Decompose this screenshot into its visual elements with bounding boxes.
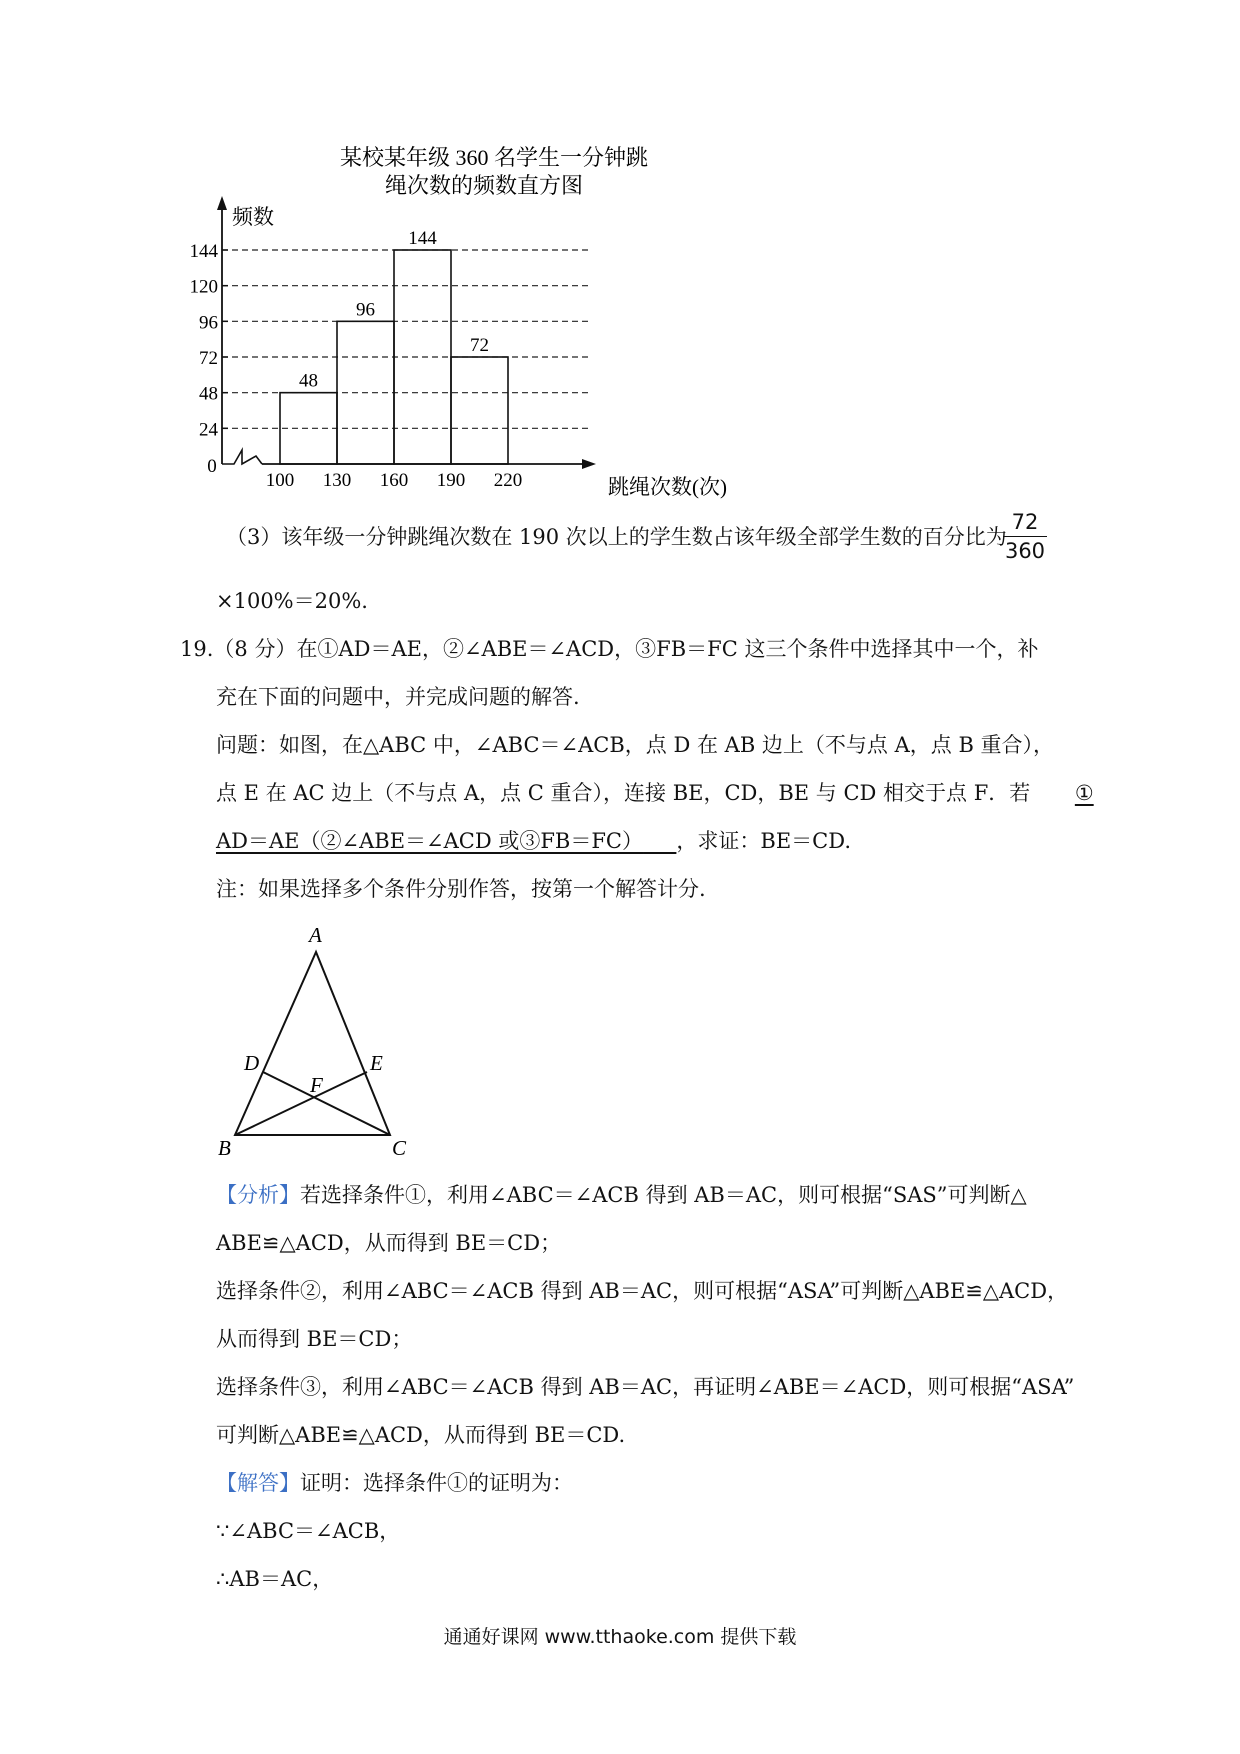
label-c: C bbox=[392, 1136, 407, 1160]
chart-xlabel: 跳绳次数(次) bbox=[608, 475, 727, 499]
bar-value-label-160-190: 144 bbox=[408, 228, 437, 249]
answer-line1-text: 证明：选择条件①的证明为： bbox=[300, 1471, 573, 1495]
q19-line3: 问题：如图，在△ABC 中，∠ABC＝∠ACB，点 D 在 AB 边上（不与点 A，点 B 重合）， bbox=[216, 733, 1055, 757]
chart-ylabel: 频数 bbox=[232, 205, 274, 229]
q19-line1-text: （8 分）在①AD＝AE，②∠ABE＝∠ACD，③FB＝FC 这三个条件中选择其中一个，补 bbox=[213, 637, 1039, 661]
part3-text: （3）该年级一分钟跳绳次数在 190 次以上的学生数占该年级全部学生数的百分比为 bbox=[226, 525, 1007, 549]
answer-line2: ∵∠ABC＝∠ACB， bbox=[216, 1519, 401, 1543]
analysis-line6: 可判断△ABE≌△ACD，从而得到 BE＝CD. bbox=[216, 1423, 626, 1447]
q19-line5-rest: ，求证：BE＝CD. bbox=[676, 829, 851, 853]
y-tick-label-72: 72 bbox=[199, 348, 218, 369]
label-b: B bbox=[218, 1136, 231, 1160]
y-axis-arrow bbox=[217, 196, 227, 210]
y-tick-label-96: 96 bbox=[199, 312, 218, 334]
y-tick-label-24: 24 bbox=[199, 419, 218, 441]
x-tick-label-100: 100 bbox=[265, 470, 295, 491]
bar-value-label-190-220: 72 bbox=[470, 335, 489, 356]
q19-line4 bbox=[216, 778, 1094, 808]
label-d: D bbox=[244, 1051, 260, 1075]
x-axis-break bbox=[222, 450, 262, 464]
q19-blank-answer: AD＝AE（②∠ABE＝∠ACD 或③FB＝FC） bbox=[216, 829, 644, 853]
x-tick-label-220: 220 bbox=[493, 470, 523, 491]
segment-dc bbox=[263, 1072, 390, 1135]
triangle-figure bbox=[210, 920, 420, 1160]
triangle-abc bbox=[235, 952, 390, 1135]
label-e: E bbox=[370, 1051, 383, 1075]
bar-value-label-100-130: 48 bbox=[299, 370, 318, 392]
q19-line5 bbox=[216, 826, 851, 856]
y-tick-label-144: 144 bbox=[189, 241, 218, 262]
y-tick-label-120: 120 bbox=[189, 276, 218, 298]
chart-title-line1: 某校某年级 360 名学生一分钟跳 bbox=[340, 145, 649, 170]
label-f: F bbox=[310, 1073, 323, 1097]
analysis-line3: 选择条件②，利用∠ABC＝∠ACB 得到 AB＝AC，则可根据“ASA”可判断△ABE≌△ACD， bbox=[216, 1279, 1069, 1303]
answer-line1 bbox=[216, 1468, 573, 1498]
x-tick-label-190: 190 bbox=[436, 470, 466, 491]
answer-line3: ∴AB＝AC， bbox=[216, 1567, 334, 1591]
q19-line1 bbox=[180, 634, 1038, 664]
y-tick-label-48: 48 bbox=[199, 383, 218, 405]
q19-note: 注：如果选择多个条件分别作答，按第一个解答计分. bbox=[216, 877, 706, 901]
analysis-line1-text: 若选择条件①，利用∠ABC＝∠ACB 得到 AB＝AC，则可根据“SAS”可判断△ bbox=[300, 1183, 1027, 1207]
fraction-denominator: 360 bbox=[1004, 539, 1046, 563]
bar-190-220 bbox=[451, 357, 508, 464]
chart-plot-area bbox=[190, 196, 597, 491]
analysis-line1 bbox=[216, 1180, 1027, 1210]
q19-line4-text: 点 E 在 AC 边上（不与点 A，点 C 重合），连接 BE，CD，BE 与 CD 相交于点 F．若 bbox=[216, 781, 1031, 805]
analysis-line5: 选择条件③，利用∠ABC＝∠ACB 得到 AB＝AC，再证明∠ABE＝∠ACD，则可根据“ASA” bbox=[216, 1375, 1075, 1399]
analysis-line4: 从而得到 BE＝CD； bbox=[216, 1327, 413, 1351]
part3-result: ×100%＝20%. bbox=[216, 589, 368, 613]
analysis-tag: 【分析】 bbox=[216, 1183, 300, 1207]
analysis-line2: ABE≌△ACD，从而得到 BE＝CD； bbox=[216, 1231, 562, 1255]
label-a: A bbox=[309, 923, 322, 947]
segment-eb bbox=[235, 1072, 367, 1135]
answer-tag: 【解答】 bbox=[216, 1471, 300, 1495]
fraction-bar bbox=[1003, 536, 1047, 537]
chart-title-line2: 绳次数的频数直方图 bbox=[385, 173, 584, 198]
bar-100-130 bbox=[280, 393, 337, 464]
q19-blank-start: ① bbox=[1074, 781, 1094, 805]
q19-number: 19. bbox=[180, 637, 214, 661]
fraction-72-over-360 bbox=[1003, 510, 1047, 563]
x-axis-arrow bbox=[582, 459, 596, 469]
bar-value-label-130-160: 96 bbox=[356, 299, 375, 321]
chart-origin-label: 0 bbox=[207, 456, 217, 477]
histogram-chart bbox=[189, 140, 760, 510]
x-tick-label-160: 160 bbox=[379, 470, 409, 491]
page-footer: 通通好课网 www.tthaoke.com 提供下载 bbox=[443, 1626, 797, 1648]
x-tick-label-130: 130 bbox=[322, 470, 352, 491]
fraction-numerator: 72 bbox=[1011, 510, 1039, 534]
q19-line2: 充在下面的问题中，并完成问题的解答. bbox=[216, 685, 580, 709]
